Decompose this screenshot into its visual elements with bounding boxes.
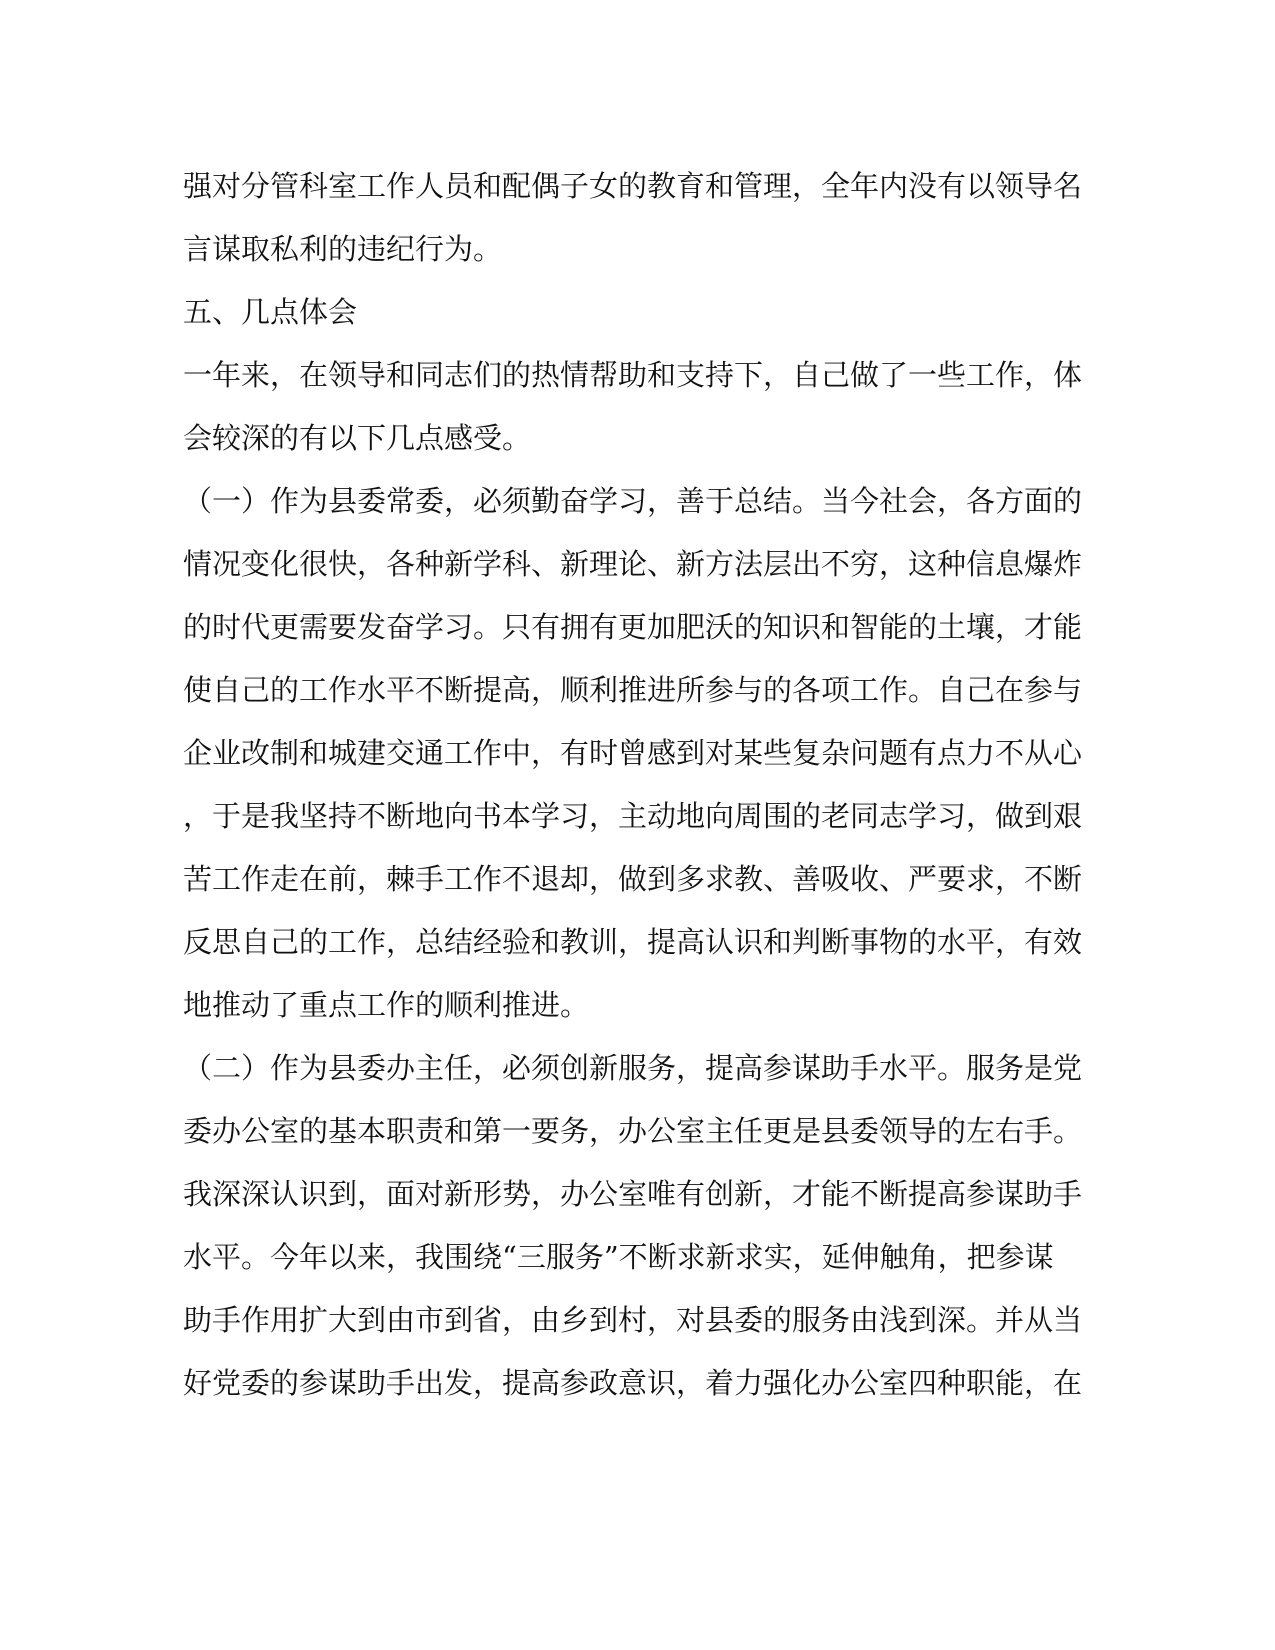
text-line: 好党委的参谋助手出发，提高参政意识，着力强化办公室四种职能，在 [183, 1366, 1083, 1400]
text-line: ，于是我坚持不断地向书本学习，主动地向周围的老同志学习，做到艰 [183, 799, 1083, 833]
text-line: 反思自己的工作，总结经验和教训，提高认识和判断事物的水平，有效 [183, 925, 1083, 959]
text-line: 一年来，在领导和同志们的热情帮助和支持下，自己做了一些工作，体 [183, 358, 1083, 392]
text-line: 使自己的工作水平不断提高，顺利推进所参与的各项工作。自己在参与 [183, 673, 1083, 707]
text-line: （二）作为县委办主任，必须创新服务，提高参谋助手水平。服务是党 [183, 1051, 1083, 1085]
text-line: （一）作为县委常委，必须勤奋学习，善于总结。当今社会，各方面的 [183, 484, 1083, 518]
text-line: 强对分管科室工作人员和配偶子女的教育和管理，全年内没有以领导名 [183, 169, 1083, 203]
document-body [183, 155, 1103, 1415]
text-line: 会较深的有以下几点感受。 [183, 421, 532, 455]
text-line: 言谋取私利的违纪行为。 [183, 232, 503, 266]
text-line: 情况变化很快，各种新学科、新理论、新方法层出不穷，这种信息爆炸 [183, 547, 1083, 581]
text-line: 的时代更需要发奋学习。只有拥有更加肥沃的知识和智能的土壤，才能 [183, 610, 1083, 644]
text-line: 企业改制和城建交通工作中，有时曾感到对某些复杂问题有点力不从心 [183, 736, 1083, 770]
text-line: 我深深认识到，面对新形势，办公室唯有创新，才能不断提高参谋助手 [183, 1177, 1083, 1211]
text-line: 地推动了重点工作的顺利推进。 [183, 988, 590, 1022]
text-line: 助手作用扩大到由市到省，由乡到村，对县委的服务由浅到深。并从当 [183, 1303, 1083, 1337]
text-line: 委办公室的基本职责和第一要务，办公室主任更是县委领导的左右手。 [183, 1114, 1083, 1148]
section-heading: 五、几点体会 [183, 295, 358, 329]
text-line: 水平。今年以来，我围绕“三服务”不断求新求实，延伸触角，把参谋 [183, 1240, 1054, 1274]
text-line: 苦工作走在前，棘手工作不退却，做到多求教、善吸收、严要求，不断 [183, 862, 1083, 896]
